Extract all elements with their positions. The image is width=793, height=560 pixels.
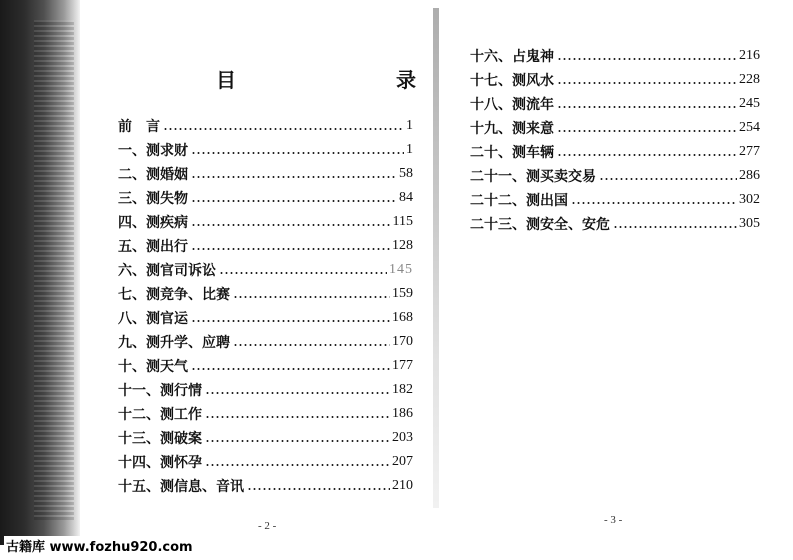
toc-entry (118, 402, 413, 426)
toc-entry-page: 168 (392, 310, 413, 325)
site-watermark: 古籍库 www.fozhu920.com (4, 536, 195, 555)
toc-entry-label: 八、测官运 (118, 311, 188, 327)
toc-entry-page: 210 (392, 478, 413, 493)
dot-leader (191, 248, 390, 250)
toc-entry-label: 五、测出行 (118, 239, 188, 255)
toc-right (470, 44, 760, 236)
dot-leader (205, 464, 390, 466)
toc-entry-page: 128 (392, 238, 413, 253)
toc-entry-page: 277 (739, 144, 760, 159)
toc-entry-label: 一、测求财 (118, 143, 188, 159)
book-binding-edge (0, 0, 80, 545)
dot-leader (191, 368, 390, 370)
toc-entry-label: 六、测官司诉讼 (118, 263, 216, 279)
dot-leader (191, 152, 404, 154)
binding-texture (34, 20, 74, 520)
toc-entry-label: 十七、测风水 (470, 73, 554, 89)
dot-leader (613, 226, 737, 228)
page-title: 目 录 (216, 68, 456, 92)
toc-entry-label: 十一、测行情 (118, 383, 202, 399)
toc-entry (470, 140, 760, 164)
dot-leader (233, 296, 390, 298)
dot-leader (191, 176, 397, 178)
toc-entry-page: 170 (392, 334, 413, 349)
toc-entry-page: 182 (392, 382, 413, 397)
toc-entry-page: 115 (392, 214, 413, 229)
toc-entry-label: 二、测婚姻 (118, 167, 188, 183)
dot-leader (233, 344, 390, 346)
dot-leader (247, 488, 390, 490)
toc-entry (118, 162, 413, 186)
toc-entry-label: 二十、测车辆 (470, 145, 554, 161)
dot-leader (205, 392, 390, 394)
toc-entry-label: 十四、测怀孕 (118, 455, 202, 471)
dot-leader (557, 130, 737, 132)
toc-entry-label: 十二、测工作 (118, 407, 202, 423)
toc-entry (118, 186, 413, 210)
toc-entry-page: 216 (739, 48, 760, 63)
toc-entry-label: 十八、测流年 (470, 97, 554, 113)
toc-entry (470, 44, 760, 68)
toc-entry (470, 188, 760, 212)
toc-entry-page: 305 (739, 216, 760, 231)
toc-entry-label: 四、测疾病 (118, 215, 188, 231)
dot-leader (219, 272, 387, 274)
dot-leader (557, 58, 737, 60)
toc-left (118, 114, 413, 498)
toc-entry-label: 二十一、测买卖交易 (470, 169, 596, 185)
toc-entry (118, 450, 413, 474)
toc-entry-label: 十五、测信息、音讯 (118, 479, 244, 495)
toc-entry (470, 92, 760, 116)
toc-entry-page: 1 (406, 142, 413, 157)
dot-leader (571, 202, 737, 204)
toc-entry (470, 164, 760, 188)
toc-entry (118, 474, 413, 498)
toc-entry-label: 三、测失物 (118, 191, 188, 207)
dot-leader (599, 178, 737, 180)
dot-leader (557, 82, 737, 84)
toc-entry-page: 302 (739, 192, 760, 207)
toc-entry (118, 378, 413, 402)
toc-entry-page: 84 (399, 190, 413, 205)
toc-entry-page: 228 (739, 72, 760, 87)
dot-leader (163, 128, 404, 130)
dot-leader (191, 320, 390, 322)
toc-entry (118, 330, 413, 354)
toc-entry (118, 234, 413, 258)
toc-entry-page: 245 (739, 96, 760, 111)
toc-entry-label: 前 言 (118, 119, 160, 135)
toc-entry (118, 138, 413, 162)
toc-entry (118, 258, 413, 282)
toc-entry (470, 116, 760, 140)
toc-entry-page: 1 (406, 118, 413, 133)
toc-entry-label: 十、测天气 (118, 359, 188, 375)
dot-leader (205, 440, 390, 442)
dot-leader (205, 416, 390, 418)
toc-entry (118, 426, 413, 450)
dot-leader (557, 106, 737, 108)
toc-entry-label: 十九、测来意 (470, 121, 554, 137)
page-number-right: - 3 - (604, 514, 623, 526)
toc-entry-page: 58 (399, 166, 413, 181)
toc-entry-page: 254 (739, 120, 760, 135)
toc-entry-label: 十六、占鬼神 (470, 49, 554, 65)
toc-entry (118, 114, 413, 138)
toc-entry-page: 186 (392, 406, 413, 421)
toc-entry (118, 282, 413, 306)
toc-entry (118, 354, 413, 378)
toc-entry-page: 177 (392, 358, 413, 373)
dot-leader (557, 154, 737, 156)
toc-entry (470, 68, 760, 92)
toc-entry-page: 145 (389, 262, 413, 277)
toc-entry-label: 七、测竞争、比赛 (118, 287, 230, 303)
toc-entry-page: 286 (739, 168, 760, 183)
toc-entry-page: 159 (392, 286, 413, 301)
toc-entry-label: 二十三、测安全、安危 (470, 217, 610, 233)
toc-entry-label: 十三、测破案 (118, 431, 202, 447)
page-number-left: - 2 - (258, 520, 277, 532)
toc-entry-label: 九、测升学、应聘 (118, 335, 230, 351)
toc-entry (470, 212, 760, 236)
dot-leader (191, 224, 391, 226)
dot-leader (191, 200, 397, 202)
toc-entry-page: 207 (392, 454, 413, 469)
toc-entry-label: 二十二、测出国 (470, 193, 568, 209)
toc-entry (118, 210, 413, 234)
toc-entry-page: 203 (392, 430, 413, 445)
toc-entry (118, 306, 413, 330)
